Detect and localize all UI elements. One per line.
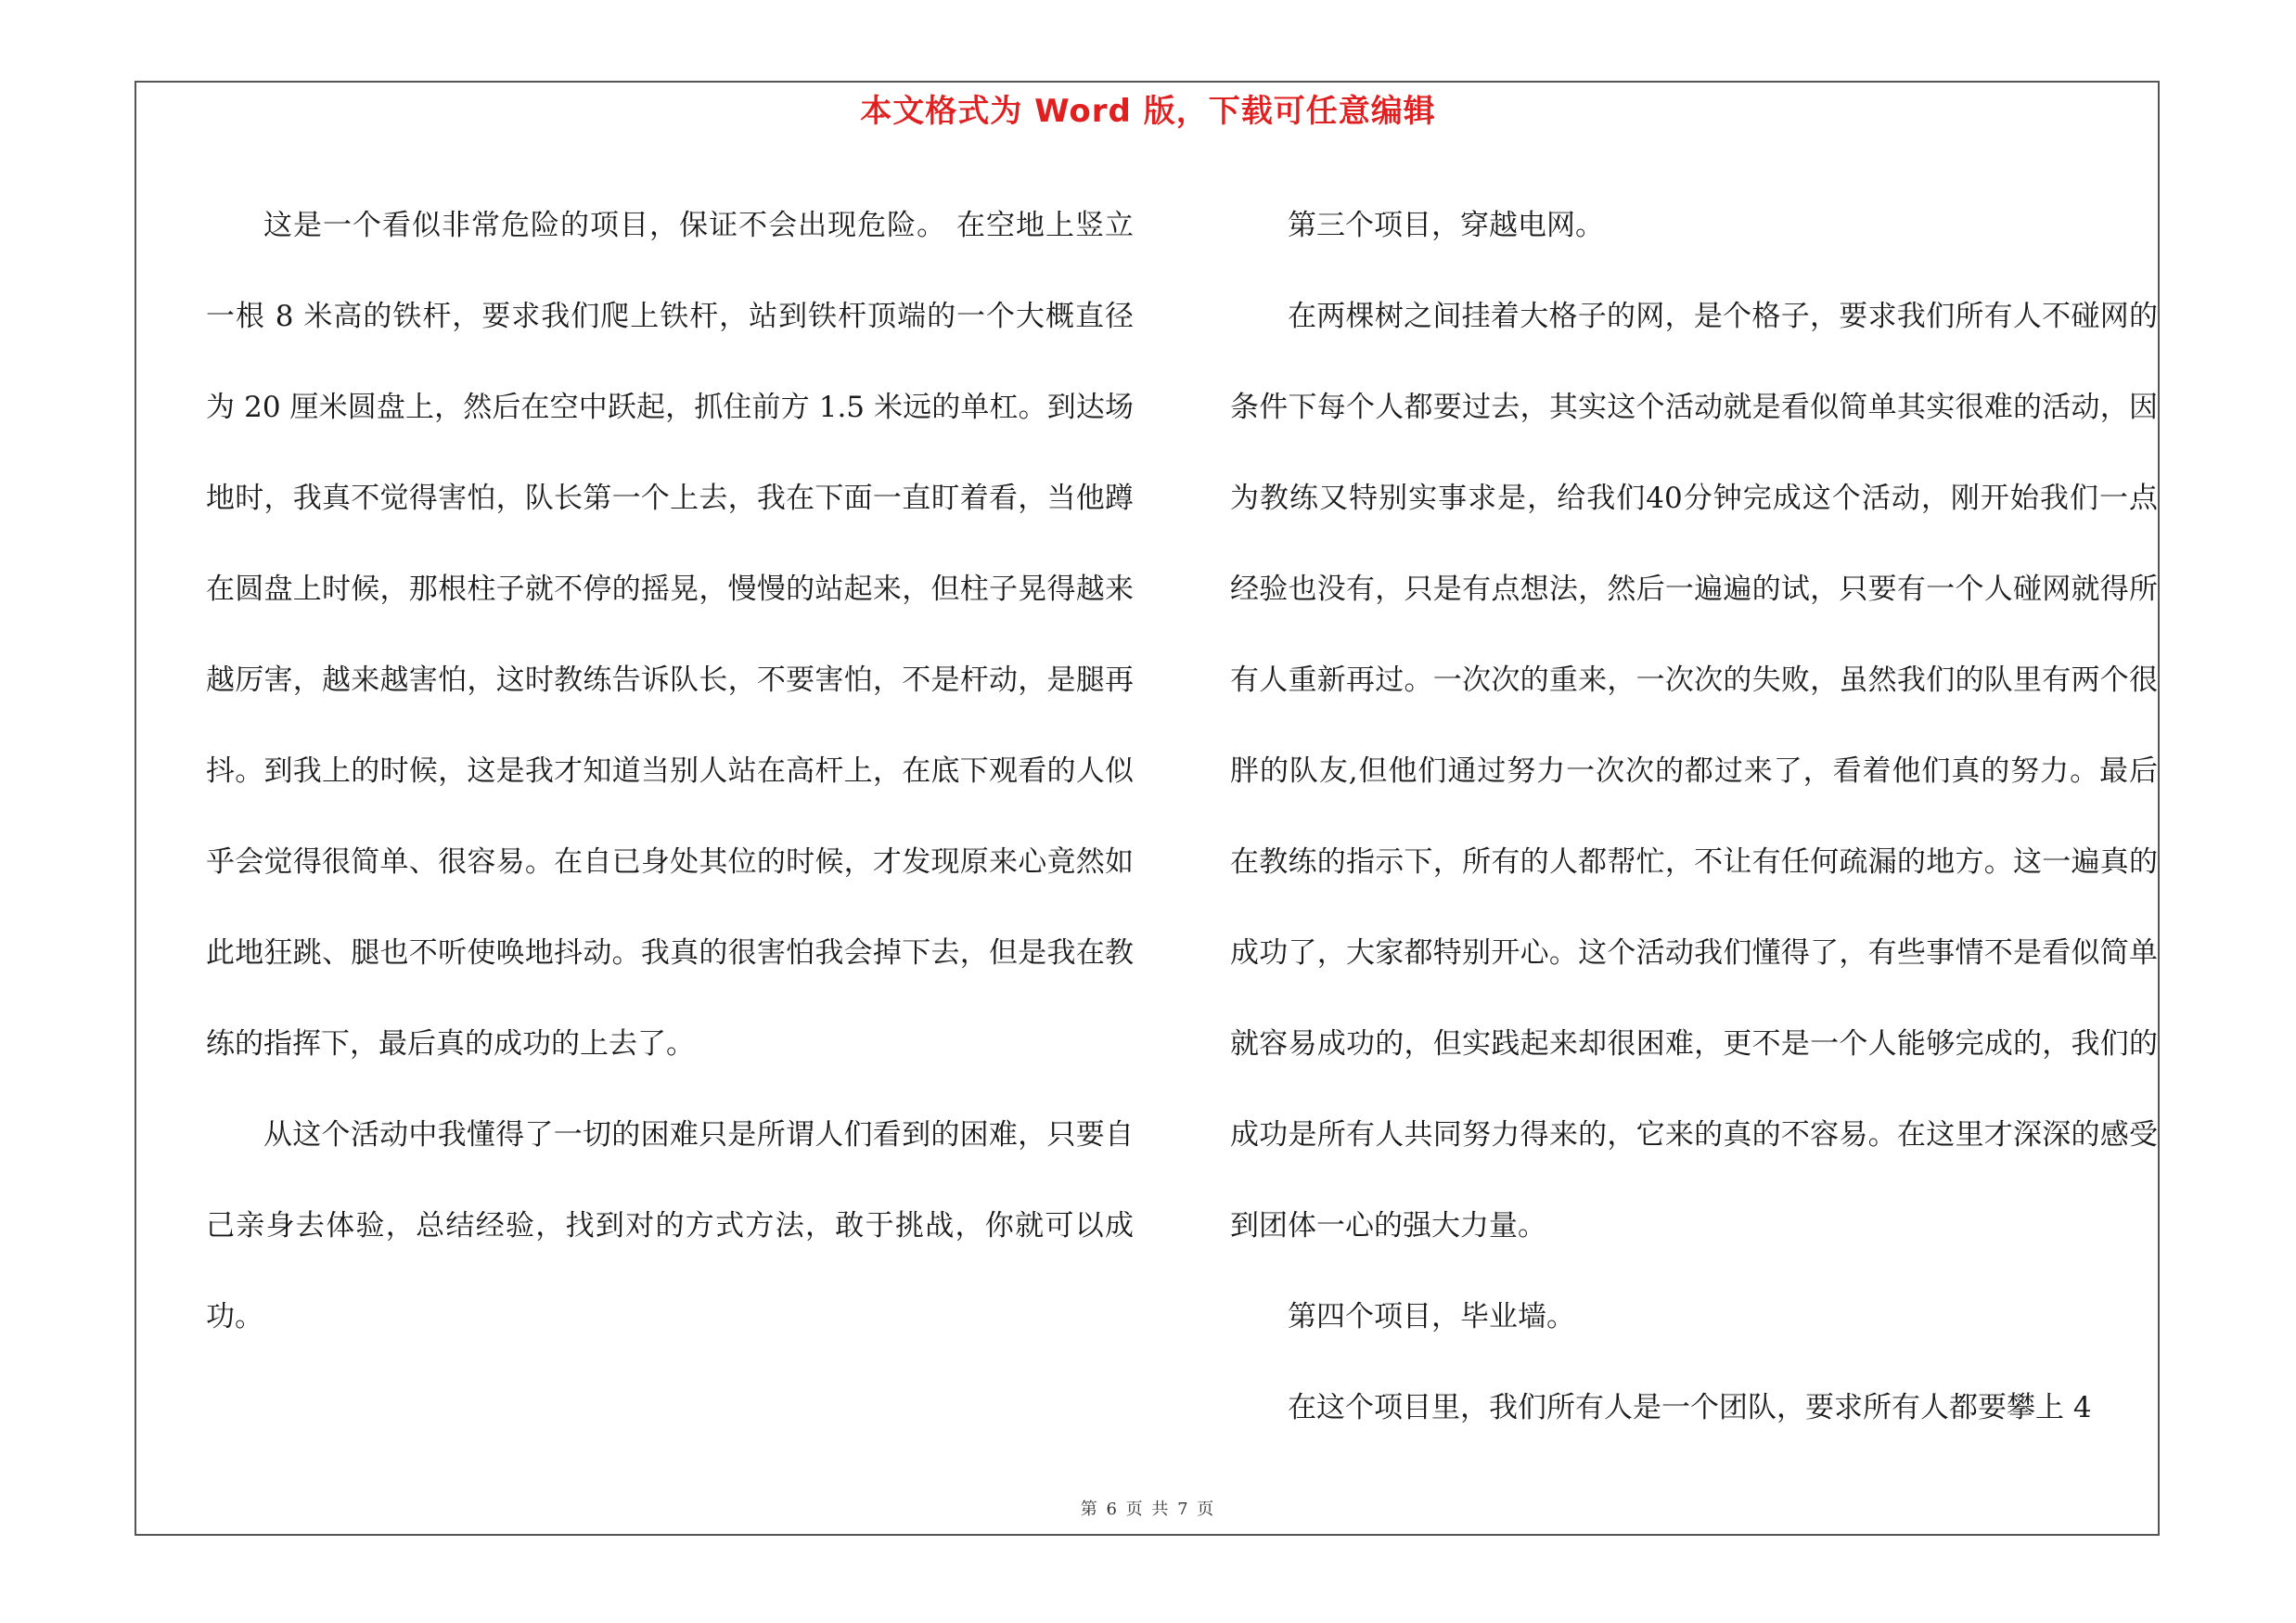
body-paragraph: 在这个项目里，我们所有人是一个团队，要求所有人都要攀上 4: [1288, 1391, 2092, 1424]
document-banner: 本文格式为 Word 版，下载可任意编辑: [860, 93, 1436, 130]
section-heading-project-four: 第四个项目，毕业墙。: [1288, 1300, 1575, 1333]
body-paragraph: 这是一个看似非常危险的项目，保证不会出现危险。 在空地上竖立一根 8 米高的铁杆，要求我们爬上铁杆，站到铁杆顶端的一个大概直径为 20 厘米圆盘上，然后在空中跃起，抓住前方 1.5 米远的单杠。到达场地时，我真不觉得害怕，队长第一个上去，我在下面一直盯着看，当他蹲在圆盘上时候，那根柱子就不停的摇晃，慢慢的站起来，但柱子晃得越来越厉害，越来越害怕，这时教练告诉队长，不要害怕，不是杆动，是腿再抖。到我上的时候，这是我才知道当别人站在高杆上，在底下观看的人似乎会觉得很简单、很容易。在自已身处其位的时候，才发现原来心竟然如此地狂跳、腿也不听使唤地抖动。我真的很害怕我会掉下去，但是我在教练的指挥下，最后真的成功的上去了。: [206, 209, 1134, 1061]
body-paragraph: 在两棵树之间挂着大格子的网，是个格子，要求我们所有人不碰网的条件下每个人都要过去，其实这个活动就是看似简单其实很难的活动，因为教练又特别实事求是，给我们40分钟完成这个活动，刚开始我们一点经验也没有，只是有点想法，然后一遍遍的试，只要有一个人碰网就得所有人重新再过。一次次的重来，一次次的失败，虽然我们的队里有两个很胖的队友,但他们通过努力一次次的都过来了，看着他们真的努力。最后在教练的指示下，所有的人都帮忙，不让有任何疏漏的地方。这一遍真的成功了，大家都特别开心。这个活动我们懂得了，有些事情不是看似简单就容易成功的，但实践起来却很困难，更不是一个人能够完成的，我们的成功是所有人共同努力得来的，它来的真的不容易。在这里才深深的感受到团体一心的强大力量。: [1230, 300, 2158, 1243]
section-heading-project-three: 第三个项目，穿越电网。: [1288, 209, 1604, 242]
body-paragraph: 从这个活动中我懂得了一切的困难只是所谓人们看到的困难，只要自己亲身去体验，总结经验，找到对的方式方法，敢于挑战，你就可以成功。: [206, 1118, 1134, 1333]
left-column: [206, 180, 1134, 1362]
page-number: 第 6 页 共 7 页: [1080, 1500, 1216, 1519]
right-column: [1230, 180, 2158, 1453]
